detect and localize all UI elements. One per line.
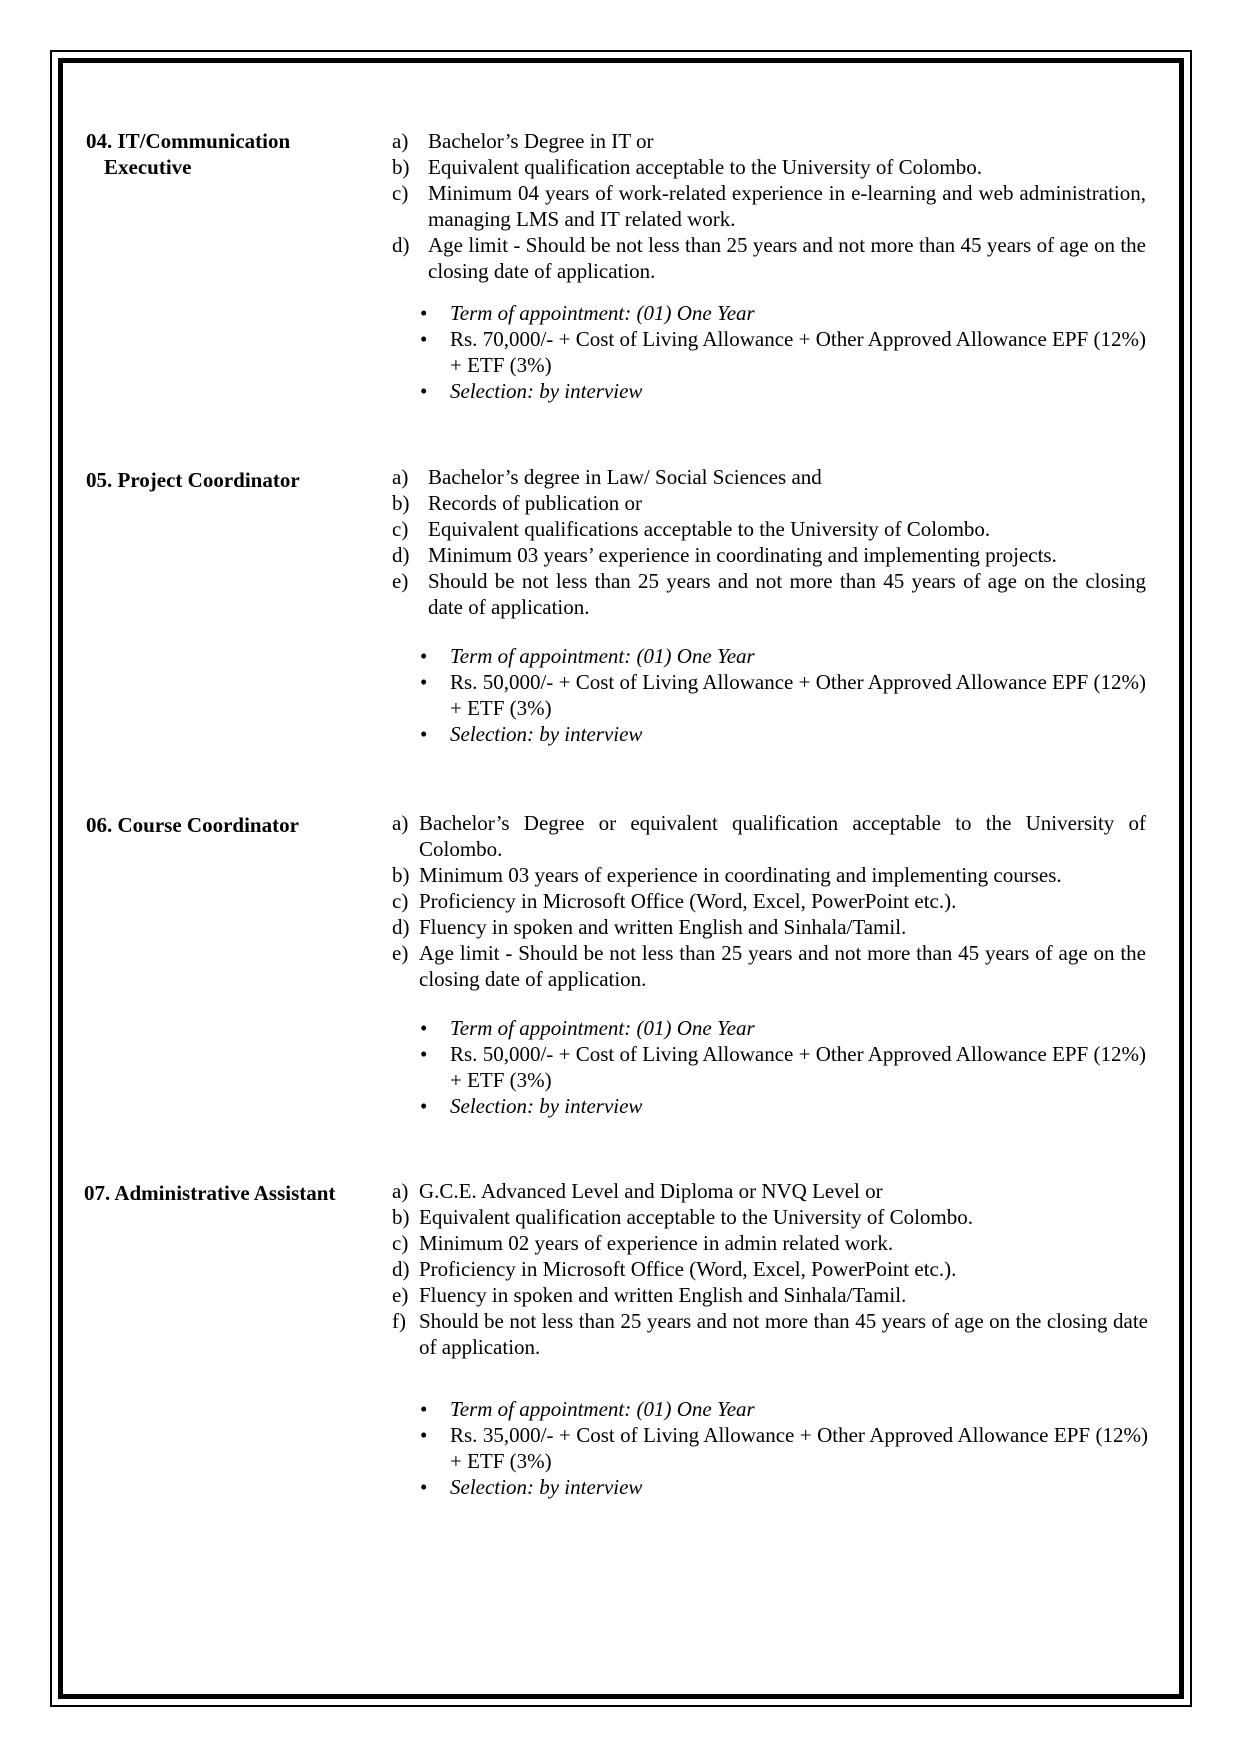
- requirement-item: a) Bachelor’s Degree in IT or: [392, 129, 654, 153]
- requirements-list: [392, 1178, 1148, 1360]
- selection-method: • Selection: by interview: [420, 379, 643, 403]
- requirement-item: e) Fluency in spoken and written English and Sinhala/Tamil.: [392, 1283, 907, 1307]
- requirement-item: a) G.C.E. Advanced Level and Diploma or NVQ Level or: [392, 1179, 883, 1203]
- requirement-item: b) Equivalent qualification acceptable to the University of Colombo.: [392, 1205, 974, 1229]
- requirement-item: b) Equivalent qualification acceptable to the University of Colombo.: [392, 155, 983, 179]
- term-of-appointment: • Term of appointment: (01) One Year: [420, 644, 755, 668]
- term-of-appointment: • Term of appointment: (01) One Year: [420, 1016, 755, 1040]
- position-title: 07. Administrative Assistant: [84, 1181, 336, 1205]
- position-title: 04. IT/Communication Executive: [86, 129, 291, 179]
- position-title: 05. Project Coordinator: [86, 468, 300, 492]
- salary: • Rs. 50,000/- + Cost of Living Allowance + Other Approved Allowance EPF (12%) + ETF (3%): [420, 1042, 1146, 1092]
- requirement-item: e) Age limit - Should be not less than 25 years and not more than 45 years of age on the closing date of application.: [392, 941, 1146, 991]
- requirement-item: d) Minimum 03 years’ experience in coordinating and implementing projects.: [392, 543, 1057, 567]
- requirement-item: e) Should be not less than 25 years and not more than 45 years of age on the closing date of application.: [392, 569, 1146, 619]
- requirement-item: d) Proficiency in Microsoft Office (Word, Excel, PowerPoint etc.).: [392, 1257, 957, 1281]
- requirement-item: d) Fluency in spoken and written English and Sinhala/Tamil.: [392, 915, 907, 939]
- terms-list: [420, 1015, 1146, 1119]
- requirement-item: b) Records of publication or: [392, 491, 643, 515]
- requirement-item: f) Should be not less than 25 years and not more than 45 years of age on the closing date of application.: [392, 1309, 1148, 1359]
- terms-list: [420, 643, 1146, 747]
- requirement-item: c) Equivalent qualifications acceptable to the University of Colombo.: [392, 517, 991, 541]
- salary: • Rs. 35,000/- + Cost of Living Allowance + Other Approved Allowance EPF (12%) + ETF (3%): [420, 1423, 1148, 1473]
- selection-method: • Selection: by interview: [420, 1475, 643, 1499]
- terms-list: [420, 1396, 1148, 1500]
- requirement-item: b) Minimum 03 years of experience in coordinating and implementing courses.: [392, 863, 1062, 887]
- requirement-item: c) Minimum 04 years of work-related experience in e-learning and web administration, managing LMS and IT related work.: [392, 181, 1146, 231]
- requirement-item: c) Minimum 02 years of experience in admin related work.: [392, 1231, 894, 1255]
- term-of-appointment: • Term of appointment: (01) One Year: [420, 301, 755, 325]
- requirements-list: [392, 464, 1146, 620]
- requirements-list: [392, 128, 1146, 284]
- position-title: 06. Course Coordinator: [86, 813, 299, 837]
- selection-method: • Selection: by interview: [420, 1094, 643, 1118]
- selection-method: • Selection: by interview: [420, 722, 643, 746]
- requirement-item: a) Bachelor’s Degree or equivalent qualification acceptable to the University of Colombo.: [392, 811, 1146, 861]
- salary: • Rs. 50,000/- + Cost of Living Allowance + Other Approved Allowance EPF (12%) + ETF (3%): [420, 670, 1146, 720]
- requirement-item: d) Age limit - Should be not less than 25 years and not more than 45 years of age on the closing date of application.: [392, 233, 1146, 283]
- requirements-list: [392, 810, 1146, 992]
- requirement-item: a) Bachelor’s degree in Law/ Social Sciences and: [392, 465, 822, 489]
- terms-list: [420, 300, 1146, 404]
- term-of-appointment: • Term of appointment: (01) One Year: [420, 1397, 755, 1421]
- salary: • Rs. 70,000/- + Cost of Living Allowance + Other Approved Allowance EPF (12%) + ETF (3%): [420, 327, 1146, 377]
- requirement-item: c) Proficiency in Microsoft Office (Word, Excel, PowerPoint etc.).: [392, 889, 957, 913]
